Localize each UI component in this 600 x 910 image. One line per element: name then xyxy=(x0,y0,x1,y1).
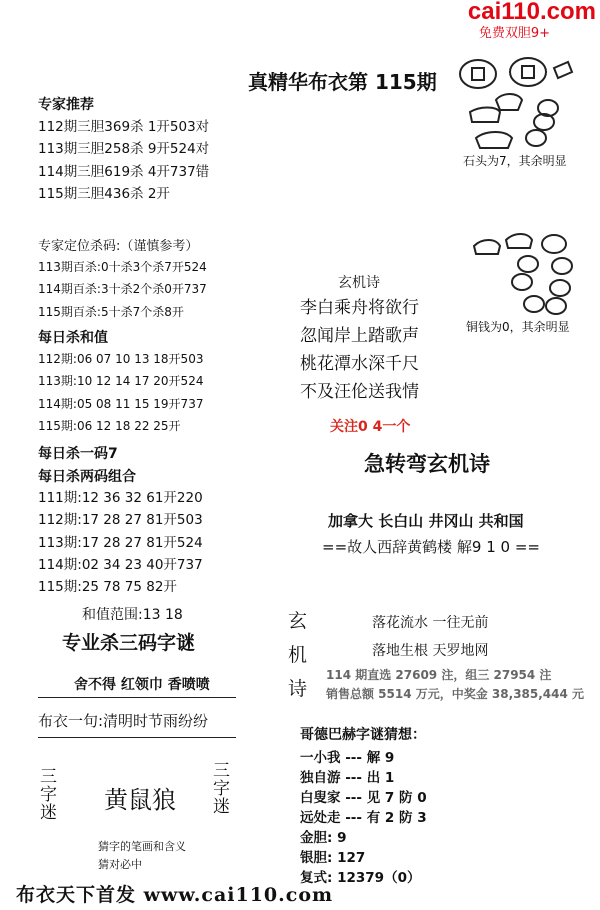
expert-position-heading: 专家定位杀码:（谨慎参考） xyxy=(38,239,199,254)
list-item: 银胆: 127 xyxy=(300,850,366,866)
xuanji-vertical-label: 玄 机 诗 xyxy=(288,610,308,700)
list-item: 复式: 12379（0） xyxy=(300,870,421,886)
page-title: 真精华布衣第 115期 xyxy=(248,70,437,94)
footer-brand: 布衣天下首发 www.cai110.com xyxy=(16,884,334,906)
list-item: 113期:10 12 14 17 20开524 xyxy=(38,374,204,389)
site-logo[interactable]: cai110.com xyxy=(467,0,596,25)
poem-line: 不及汪伦送我情 xyxy=(300,382,419,402)
expert-recommend-list xyxy=(38,116,209,205)
list-item: 独自游 --- 出 1 xyxy=(300,770,395,786)
list-item: 115期:06 12 18 22 25开 xyxy=(38,418,181,433)
list-item: 113期:17 28 27 81开524 xyxy=(38,534,203,551)
list-item: 114期百杀:3十杀2个杀0开737 xyxy=(38,282,207,297)
expert-position-list xyxy=(38,256,207,323)
places-line: 加拿大 长白山 井冈山 共和国 xyxy=(328,512,524,530)
poem-line: 桃花潭水深千尺 xyxy=(300,354,419,374)
poem-heading: 玄机诗 xyxy=(338,275,380,291)
guess-heading: 哥德巴赫字谜猜想： xyxy=(300,727,426,743)
pro-kill-title: 专业杀三码字谜 xyxy=(62,632,196,654)
list-item: 113期三胆258杀 9开524对 xyxy=(38,141,210,158)
list-item: 114期三胆619杀 4开737错 xyxy=(38,163,210,180)
sales-stats-2: 销售总额 5514 万元，中奖金 38,385,444 元 xyxy=(326,687,585,701)
coins-caption: 铜钱为0，其余明显 xyxy=(466,320,570,334)
list-item: 115期:25 78 75 82开 xyxy=(38,579,177,596)
riddle-hint-2: 猜对必中 xyxy=(98,858,142,871)
list-item: 112期三胆369杀 1开503对 xyxy=(38,119,210,135)
list-item: 115期三胆436杀 2开 xyxy=(38,185,170,202)
list-item: 白叟家 --- 见 7 防 0 xyxy=(300,790,427,806)
coins-picture xyxy=(470,226,580,316)
guess-list xyxy=(300,748,427,888)
divider xyxy=(38,697,236,698)
xuanji-line-2: 落地生根 天罗地网 xyxy=(372,643,489,659)
attention-note: 关注0 4一个 xyxy=(330,419,411,435)
divider xyxy=(38,737,236,738)
list-item: 金胆: 9 xyxy=(300,830,347,846)
daily-sum-list xyxy=(38,348,203,437)
buyi-line: 布衣一句:清明时节雨纷纷 xyxy=(38,712,209,730)
sales-stats-1: 114 期直选 27609 注，组三 27954 注 xyxy=(326,668,552,682)
list-item: 112期:17 28 27 81开503 xyxy=(38,512,203,529)
list-item: 远处走 --- 有 2 防 3 xyxy=(300,810,427,826)
riddle-hint: 猜字的笔画和含义 xyxy=(98,840,186,853)
list-item: 114期:05 08 11 15 19开737 xyxy=(38,396,204,411)
logo-subtitle: 免费双胆9+ xyxy=(478,26,550,41)
daily-two-list xyxy=(38,487,203,598)
list-item: 114期:02 34 23 40开737 xyxy=(38,556,203,573)
riddle-word: 黄鼠狼 xyxy=(104,786,176,814)
pro-kill-words: 舍不得 红领巾 香喷喷 xyxy=(74,677,210,693)
list-item: 111期:12 36 32 61开220 xyxy=(38,490,203,506)
stones-caption: 石头为7，其余明显 xyxy=(463,154,567,168)
stones-picture xyxy=(456,52,586,150)
sum-range: 和值范围:13 18 xyxy=(82,607,183,623)
riddle-label-left: 三 字 迷 xyxy=(40,767,57,823)
daily-sum-heading: 每日杀和值 xyxy=(38,330,108,346)
daily-two-heading: 每日杀两码组合 xyxy=(38,469,136,485)
poem-line: 李白乘舟将欲行 xyxy=(300,298,419,318)
places-answer: ==故人西辞黄鹤楼 解9 1 0 == xyxy=(322,538,540,556)
list-item: 一小我 --- 解 9 xyxy=(300,750,395,766)
list-item: 113期百杀:0十杀3个杀7开524 xyxy=(38,260,207,274)
daily-kill-one: 每日杀一码7 xyxy=(38,446,118,462)
poem xyxy=(300,294,419,406)
list-item: 112期:06 07 10 13 18开503 xyxy=(38,352,204,366)
xuanji-line-1: 落花流水 一往无前 xyxy=(372,615,489,631)
riddle-label-right: 三 字 迷 xyxy=(213,761,230,817)
turn-poem-title: 急转弯玄机诗 xyxy=(364,452,490,476)
list-item: 115期百杀:5十杀7个杀8开 xyxy=(38,304,184,319)
poem-line: 忽闻岸上踏歌声 xyxy=(300,326,419,346)
expert-recommend-heading: 专家推荐 xyxy=(38,97,94,113)
